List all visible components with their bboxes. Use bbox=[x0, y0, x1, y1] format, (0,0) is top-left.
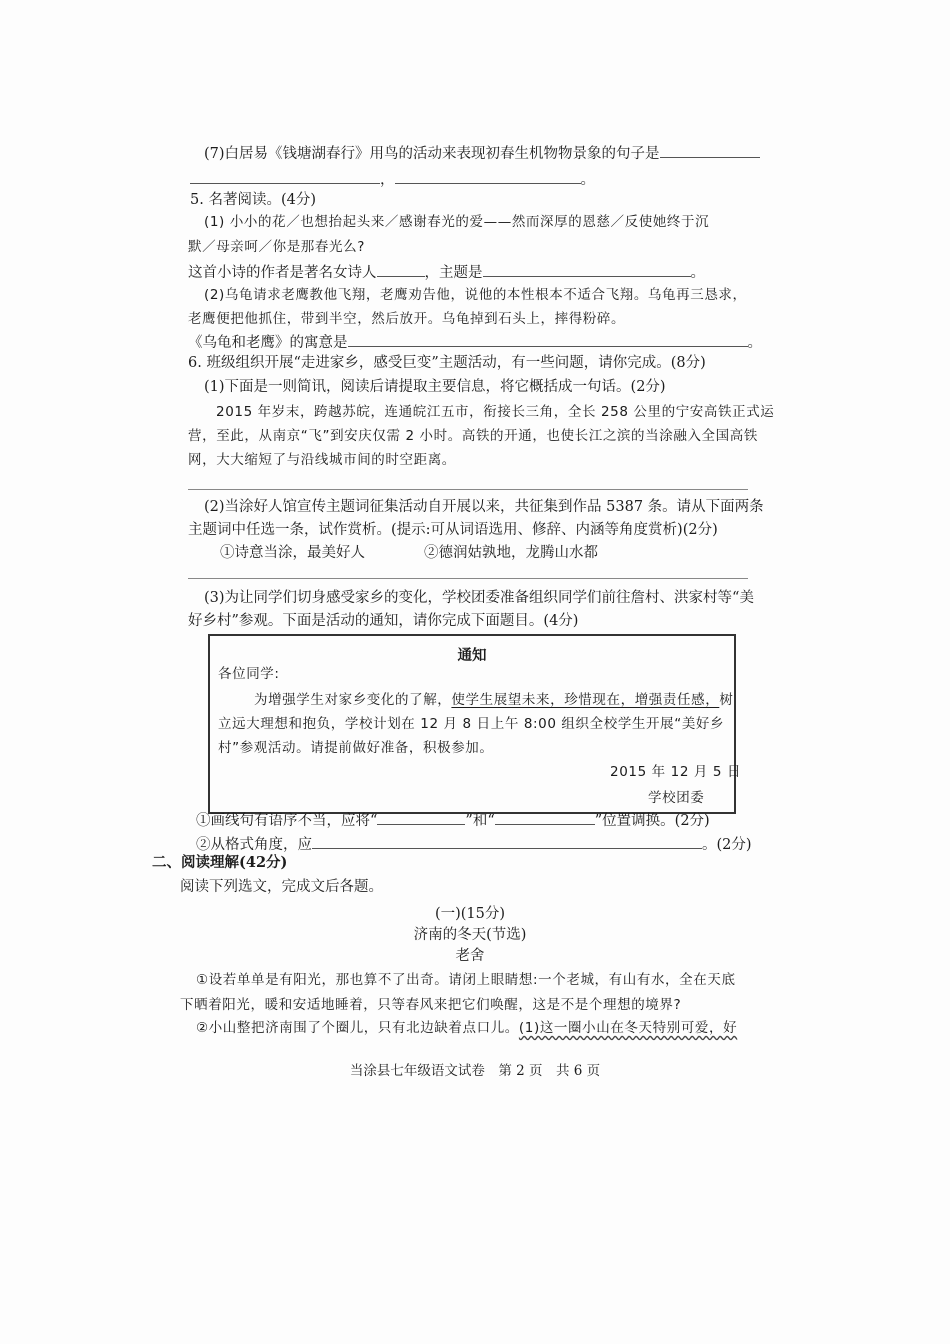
q6-sub2-line-1: (2)当涂好人馆宣传主题词征集活动自开展以来，共征集到作品 5387 条。请从下面两条 bbox=[204, 499, 764, 515]
q5-fable-line-2: 老鹰便把他抓住，带到半空，然后放开。乌龟掉到石头上，摔得粉碎。 bbox=[188, 311, 626, 327]
q5-q2-text: 《乌龟和老鹰》的寓意是 bbox=[188, 335, 348, 351]
notice-date: 2015 年 12 月 5 日 bbox=[610, 764, 742, 780]
part2-section: (一)(15分) bbox=[434, 906, 506, 922]
q7-blank-3[interactable] bbox=[395, 169, 581, 184]
q7-comma: ， bbox=[380, 172, 395, 188]
q5-blank-theme[interactable] bbox=[483, 262, 691, 277]
q7-line-2 bbox=[190, 169, 595, 190]
q5-q1-a: 这首小诗的作者是著名女诗人 bbox=[188, 265, 377, 281]
notice-body-line-3: 村”参观活动。请提前做好准备，积极参加。 bbox=[218, 740, 494, 756]
q6-a2-b: 。(2分) bbox=[702, 837, 752, 853]
q5-poem-line-1: (1) 小小的花／也想抬起头来／感谢春光的爱——然而深厚的恩慈／反使她终于沉 bbox=[204, 214, 710, 230]
q6-news-line-1: 2015 年岁末，跨越苏皖，连通皖江五市，衔接长三角，全长 258 公里的宁安高铁正式运 bbox=[216, 404, 775, 420]
q7-line bbox=[204, 143, 760, 164]
q5-heading: 5. 名著阅读。(4分) bbox=[190, 192, 316, 208]
q5-q1-end: 。 bbox=[690, 265, 705, 281]
passage-title: 济南的冬天(节选) bbox=[413, 927, 527, 943]
q6-blank-format[interactable] bbox=[312, 834, 702, 849]
q6-answer-format bbox=[196, 834, 752, 855]
notice-box bbox=[208, 634, 742, 814]
passage-para2-line-1 bbox=[196, 1018, 737, 1038]
q6-a1-a: ①画线句有语序不当，应将“ bbox=[196, 813, 378, 829]
q6-answer-line-2[interactable] bbox=[188, 578, 748, 579]
q6-sub2-line-2: 主题词中任选一条，试作赏析。(提示:可从词语选用、修辞、内涵等角度赏析)(2分) bbox=[188, 522, 718, 538]
q5-blank-moral[interactable] bbox=[348, 332, 748, 347]
notice-body-line-2: 立远大理想和抱负，学校计划在 12 月 8 日上午 8:00 组织全校学生开展“美好乡 bbox=[218, 716, 725, 732]
q5-question-2 bbox=[188, 332, 762, 353]
q6-sub3-line-1: (3)为让同学们切身感受家乡的变化，学校团委准备组织同学们前往詹村、洪家村等“美 bbox=[204, 590, 754, 606]
passage-para1-line-1: ①设若单单是有阳光，那也算不了出奇。请闭上眼睛想:一个老城，有山有水，全在天底 bbox=[196, 972, 736, 988]
notice-greeting: 各位同学: bbox=[218, 666, 280, 682]
q6-option-1: ①诗意当涂，最美好人 bbox=[220, 545, 365, 561]
q6-sub3-line-2: 好乡村”参观。下面是活动的通知，请你完成下面题目。(4分) bbox=[188, 613, 579, 629]
part2-heading: 二、阅读理解(42分) bbox=[152, 854, 288, 871]
q6-answer-order bbox=[196, 810, 710, 831]
q6-option-2: ②德润姑孰地，龙腾山水都 bbox=[424, 545, 598, 561]
q5-poem-line-2: 默／母亲呵／你是那春光么? bbox=[188, 239, 365, 255]
notice-title: 通知 bbox=[457, 647, 487, 664]
q5-fable-line-1: (2)乌龟请求老鹰教他飞翔，老鹰劝告他，说他的本性根本不适合飞翔。乌龟再三恳求， bbox=[204, 287, 747, 303]
q6-a1-b: ”和“ bbox=[465, 813, 495, 829]
q6-sub1-question: (1)下面是一则简讯，阅读后请提取主要信息，将它概括成一句话。(2分) bbox=[204, 379, 666, 395]
notice-body-line-1 bbox=[254, 690, 733, 710]
q6-a2-a: ②从格式角度，应 bbox=[196, 837, 312, 853]
q7-blank-1[interactable] bbox=[660, 143, 760, 158]
passage-para1-line-2: 下晒着阳光，暖和安适地睡着，只等春风来把它们唤醒，这是不是个理想的境界? bbox=[180, 997, 682, 1013]
passage-para2-marked: (1)这一圈小山在冬天特别可爱，好 bbox=[518, 1020, 738, 1036]
q6-news-line-3: 网，大大缩短了与沿线城市间的时空距离。 bbox=[188, 452, 456, 468]
q5-q2-end: 。 bbox=[747, 335, 762, 351]
q5-q1-b: ，主题是 bbox=[424, 265, 483, 281]
q7-blank-2[interactable] bbox=[190, 169, 380, 184]
notice-body-1a: 为增强学生对家乡变化的了解， bbox=[254, 692, 452, 708]
q7-end: 。 bbox=[580, 172, 595, 188]
q6-news-line-2: 营，至此，从南京“飞”到安庆仅需 2 小时。高铁的开通，也使长江之滨的当涂融入全国高铁 bbox=[188, 428, 758, 444]
q6-heading: 6. 班级组织开展“走进家乡，感受巨变”主题活动，有一些问题，请你完成。(8分) bbox=[188, 355, 706, 371]
q6-a1-c: ”位置调换。(2分) bbox=[594, 813, 710, 829]
notice-underlined-sentence: 使学生展望未来，珍惜现在，增强责任感， bbox=[451, 692, 720, 708]
q5-blank-author[interactable] bbox=[377, 262, 425, 277]
notice-body-1c: 树 bbox=[719, 692, 734, 708]
q7-text: (7)白居易《钱塘湖春行》用鸟的活动来表现初春生机物物景象的句子是 bbox=[204, 146, 660, 162]
page-footer: 当涂县七年级语文试卷 第 2 页 共 6 页 bbox=[349, 1063, 601, 1079]
q6-blank-phrase-1[interactable] bbox=[377, 810, 465, 825]
part2-intro: 阅读下列选文，完成文后各题。 bbox=[180, 879, 383, 895]
notice-signer: 学校团委 bbox=[648, 790, 705, 806]
passage-para2-a: ②小山整把济南围了个圈儿，只有北边缺着点口儿。 bbox=[196, 1020, 519, 1036]
q6-blank-phrase-2[interactable] bbox=[495, 810, 595, 825]
q5-question-1 bbox=[188, 262, 705, 283]
passage-author: 老舍 bbox=[455, 948, 485, 964]
q6-answer-line-1[interactable] bbox=[188, 489, 748, 490]
